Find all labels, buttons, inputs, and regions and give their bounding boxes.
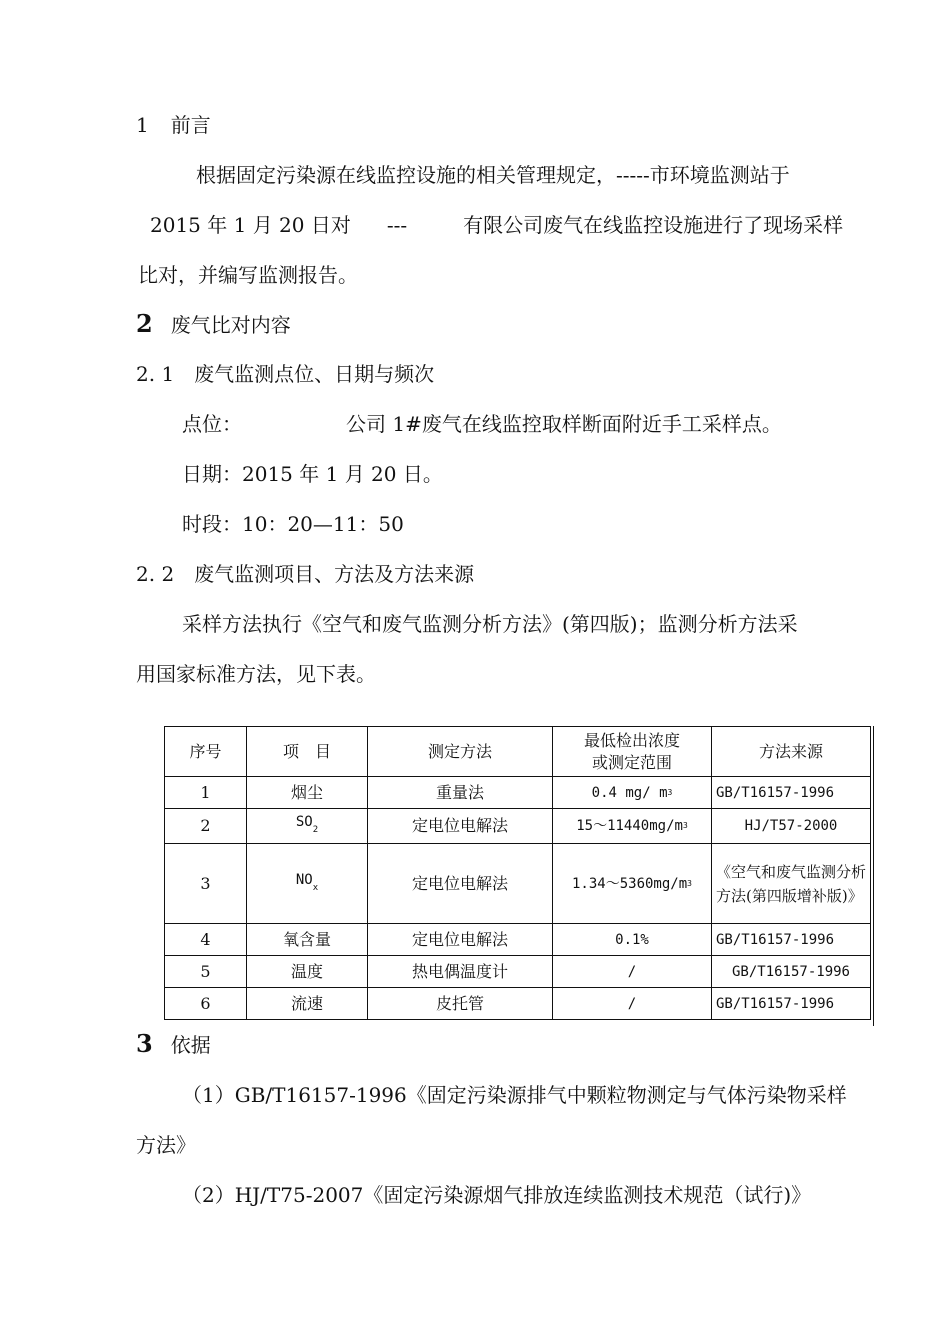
section-2-heading [136,310,291,339]
point-value: 公司 1#废气在线监控取样断面附近手工采样点。 [346,412,782,436]
cell-item [247,844,368,924]
table-outer-border [873,726,874,1026]
cell-seq: 4 [165,924,247,956]
cell-method: 定电位电解法 [368,924,553,956]
cell-item: 烟尘 [247,777,368,809]
cell-source: GB/T16157-1996 [712,988,871,1020]
basis-1-line-2: 方法》 [136,1133,196,1157]
intro-date: 2015 年 1 月 20 日对 [150,213,351,237]
method-para-line-2: 用国家标准方法，见下表。 [136,662,376,686]
intro-rest: 有限公司废气在线监控设施进行了现场采样 [463,213,844,237]
item-subscript: x [312,882,319,893]
cell-source: HJ/T57-2000 [712,809,871,844]
section-2-1-heading [136,360,434,388]
table-row [165,924,871,956]
cell-seq: 3 [165,844,247,924]
section-title: 依据 [170,1033,211,1057]
limit-superscript: 3 [682,821,688,830]
header-method: 测定方法 [368,727,553,777]
section-title: 废气监测项目、方法及方法来源 [194,562,475,586]
item-formula: SO [295,814,313,830]
cell-source: GB/T16157-1996 [712,924,871,956]
section-number: 1 [136,113,149,137]
limit-value: 1.34～5360mg/m [572,875,688,892]
intro-line-2 [150,211,843,239]
table-row [165,956,871,988]
point-label: 点位： [182,412,242,436]
section-number: 3 [136,1029,153,1058]
header-limit-line-1: 最低检出浓度 [583,730,680,750]
limit-value: 15～11440mg/m [576,818,683,834]
section-title: 废气监测点位、日期与频次 [194,362,435,386]
table-row [165,844,871,924]
header-seq: 序号 [165,727,247,777]
cell-limit [553,777,712,809]
cell-method: 重量法 [368,777,553,809]
limit-superscript: 3 [667,787,673,797]
intro-company-placeholder: --- [386,213,408,237]
item-formula: NO [295,871,313,888]
header-item: 项 目 [247,727,368,777]
limit-value: 0.4 mg/ m [591,784,668,801]
period-line: 时段：10：20—11：50 [182,512,404,536]
cell-item: 流速 [247,988,368,1020]
limit-superscript: 3 [687,878,692,888]
method-para-line-1: 采样方法执行《空气和废气监测分析方法》(第四版)；监测分析方法采 [182,612,798,636]
cell-limit [553,809,712,844]
cell-method: 定电位电解法 [368,809,553,844]
cell-method: 热电偶温度计 [368,956,553,988]
cell-limit [553,844,712,924]
section-number: 2. 2 [136,562,175,586]
table-row [165,809,871,844]
cell-seq: 5 [165,956,247,988]
header-limit-line-2: 或测定范围 [591,752,672,772]
point-line [182,410,782,438]
cell-source: GB/T16157-1996 [712,956,871,988]
cell-limit: 0.1% [553,924,712,956]
section-title: 废气比对内容 [170,313,291,337]
table-row [165,988,871,1020]
cell-seq: 2 [165,809,247,844]
date-line: 日期：2015 年 1 月 20 日。 [182,462,443,486]
section-number: 2. 1 [136,362,175,386]
section-2-2-heading [136,560,474,588]
section-number: 2 [136,309,153,338]
item-subscript: 2 [312,825,319,835]
section-3-heading [136,1030,211,1059]
section-1-heading [136,111,211,139]
cell-seq: 1 [165,777,247,809]
cell-seq: 6 [165,988,247,1020]
header-limit [553,727,712,777]
cell-item: 氧含量 [247,924,368,956]
cell-source: GB/T16157-1996 [712,777,871,809]
methods-table [164,726,871,1020]
cell-method: 定电位电解法 [368,844,553,924]
cell-item [247,809,368,844]
header-source: 方法来源 [712,727,871,777]
cell-item: 温度 [247,956,368,988]
table-row [165,777,871,809]
cell-method: 皮托管 [368,988,553,1020]
cell-limit: / [553,988,712,1020]
table-header-row [165,727,871,777]
basis-2: （2）HJ/T75-2007《固定污染源烟气排放连续监测技术规范（试行)》 [182,1183,812,1207]
cell-source: 《空气和废气监测分析方法(第四版增补版)》 [712,844,871,924]
intro-line-1: 根据固定污染源在线监控设施的相关管理规定，-----市环境监测站于 [196,163,790,187]
intro-line-3: 比对，并编写监测报告。 [138,263,358,287]
cell-limit: / [553,956,712,988]
basis-1-line-1: （1）GB/T16157-1996《固定污染源排气中颗粒物测定与气体污染物采样 [182,1083,847,1107]
section-title: 前言 [170,113,211,137]
